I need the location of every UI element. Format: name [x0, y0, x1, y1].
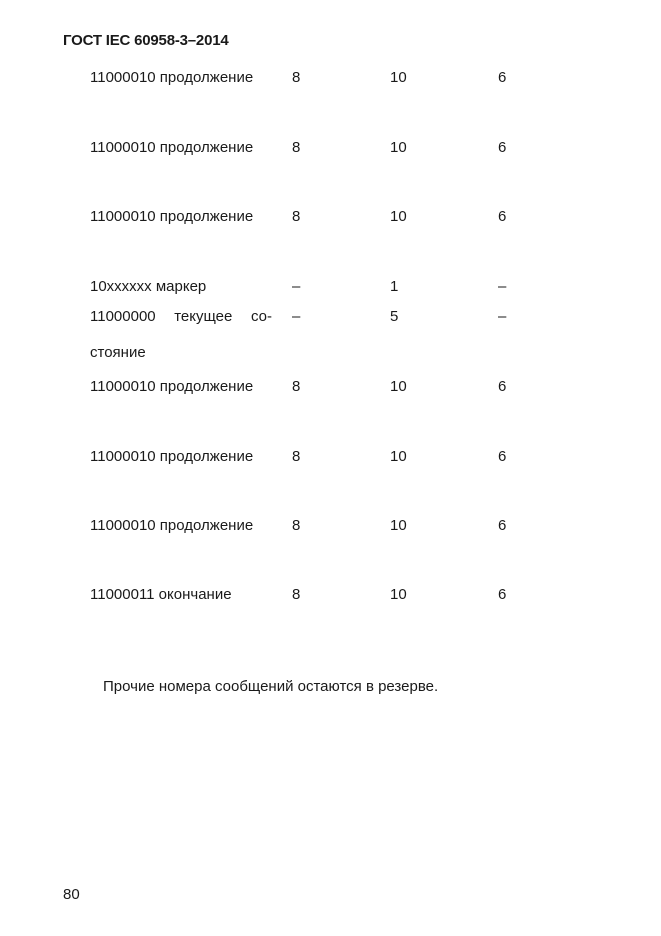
row-value-3: – — [498, 278, 507, 295]
table-row — [0, 377, 661, 397]
row-value-1: 8 — [292, 517, 301, 534]
row-value-2: 10 — [390, 586, 407, 603]
row-value-1: 8 — [292, 586, 301, 603]
row-label-word: со- — [250, 308, 272, 325]
table-row — [0, 307, 661, 367]
row-value-2: 10 — [390, 378, 407, 395]
table-row — [0, 585, 661, 605]
row-value-1: – — [292, 308, 301, 325]
row-value-3: 6 — [498, 517, 507, 534]
row-label: 11000011 окончание — [90, 586, 232, 603]
row-value-1: 8 — [292, 448, 301, 465]
footnote-text: Прочие номера сообщений остаются в резерве. — [103, 678, 439, 695]
page-number: 80 — [63, 886, 80, 903]
row-value-3: 6 — [498, 208, 507, 225]
document-header: ГОСТ IEC 60958-3–2014 — [63, 32, 229, 49]
row-label: 11000010 продолжение — [90, 517, 254, 534]
row-value-2: 10 — [390, 517, 407, 534]
row-value-1: 8 — [292, 69, 301, 86]
row-value-2: 10 — [390, 69, 407, 86]
row-label: 11000010 продолжение — [90, 69, 254, 86]
row-value-3: 6 — [498, 586, 507, 603]
row-value-1: – — [292, 278, 301, 295]
row-label — [90, 307, 272, 327]
row-value-3: – — [498, 308, 507, 325]
row-label-word: 11000000 — [90, 308, 156, 325]
row-label: 11000010 продолжение — [90, 378, 254, 395]
table-row — [0, 207, 661, 227]
row-value-3: 6 — [498, 448, 507, 465]
row-value-1: 8 — [292, 208, 301, 225]
table-row — [0, 447, 661, 467]
row-value-2: 1 — [390, 278, 399, 295]
row-value-2: 10 — [390, 448, 407, 465]
row-label: 11000010 продолжение — [90, 448, 254, 465]
row-label-continuation: стояние — [90, 344, 146, 361]
row-label: 11000010 продолжение — [90, 208, 254, 225]
row-value-1: 8 — [292, 139, 301, 156]
row-value-3: 6 — [498, 378, 507, 395]
row-label: 10xxxxxx маркер — [90, 278, 207, 295]
row-value-3: 6 — [498, 69, 507, 86]
row-value-2: 10 — [390, 208, 407, 225]
row-label-word: текущее — [174, 308, 233, 325]
table-row — [0, 68, 661, 88]
row-value-1: 8 — [292, 378, 301, 395]
table-row — [0, 138, 661, 158]
row-value-2: 10 — [390, 139, 407, 156]
row-value-3: 6 — [498, 139, 507, 156]
row-label: 11000010 продолжение — [90, 139, 254, 156]
table-row — [0, 516, 661, 536]
table-row — [0, 277, 661, 297]
row-value-2: 5 — [390, 308, 399, 325]
